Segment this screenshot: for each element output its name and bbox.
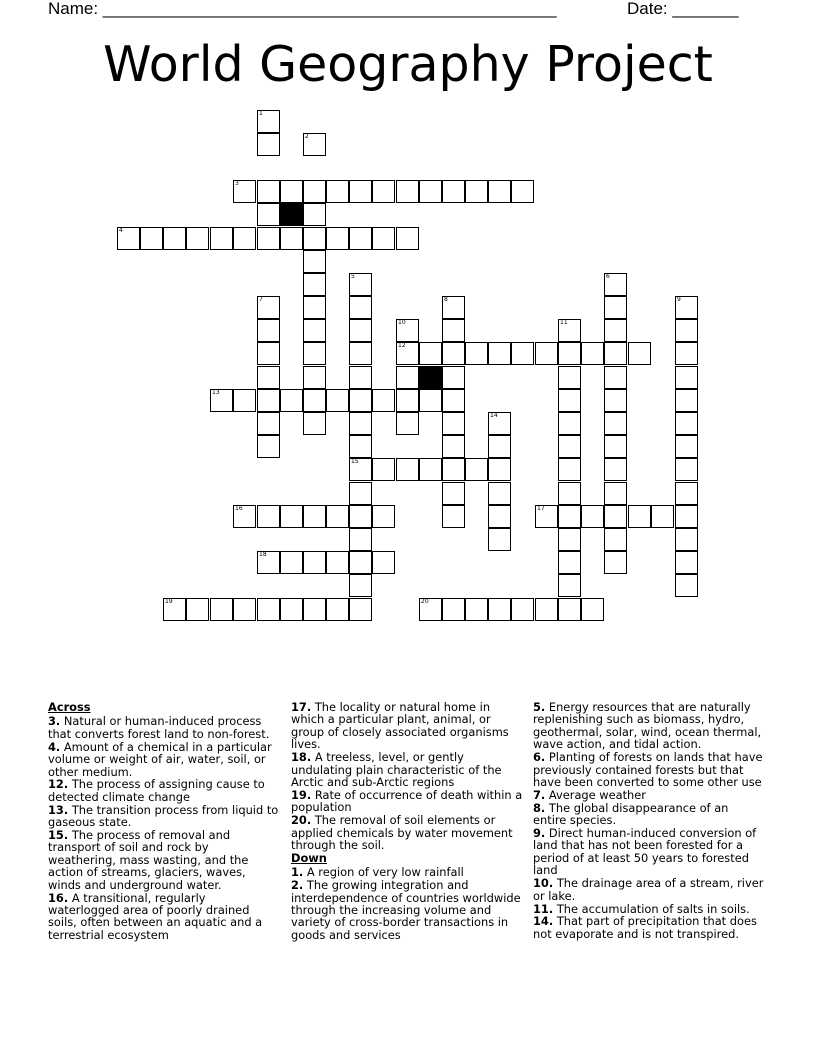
clue-number: 5 <box>351 273 355 280</box>
grid-cell[interactable] <box>465 180 488 203</box>
clue-item <box>291 789 523 814</box>
clue-number: 14 <box>490 412 498 419</box>
grid-cell[interactable] <box>488 598 511 621</box>
grid-cell[interactable] <box>604 412 627 435</box>
grid-cell[interactable] <box>511 598 534 621</box>
grid-cell[interactable] <box>558 389 581 412</box>
clue-item <box>291 866 523 878</box>
grid-cell[interactable] <box>604 551 627 574</box>
clue-item <box>291 751 523 788</box>
clue-item-text: The process of removal and transport of soil and rock by weathering, mass wasting, and the action of streams, glaciers, waves, winds and underground water. <box>48 828 249 892</box>
grid-cell[interactable] <box>488 505 511 528</box>
grid-cell[interactable] <box>349 389 372 412</box>
date-label: Date: _______ <box>627 0 739 18</box>
clue-item <box>48 778 280 803</box>
clue-item-text: Planting of forests on lands that have previously contained forests but that have been converted to some other use <box>533 750 763 789</box>
clue-item-number: 5. <box>533 700 546 714</box>
grid-cell[interactable] <box>303 598 326 621</box>
clue-item-text: Rate of occurrence of death within a population <box>291 787 523 815</box>
clue-item-text: Amount of a chemical in a particular volume or weight of air, water, soil, or other medium. <box>48 739 272 779</box>
clue-item <box>533 877 765 902</box>
grid-cell[interactable] <box>675 528 698 551</box>
grid-cell[interactable] <box>349 342 372 365</box>
grid-cell[interactable] <box>511 180 534 203</box>
grid-cell[interactable] <box>303 296 326 319</box>
clue-column-1 <box>48 701 280 942</box>
grid-cell[interactable] <box>303 505 326 528</box>
grid-cell[interactable] <box>604 482 627 505</box>
grid-cell[interactable] <box>651 505 674 528</box>
grid-cell[interactable] <box>372 505 395 528</box>
grid-cell[interactable] <box>604 342 627 365</box>
clue-number: 3 <box>235 180 239 187</box>
grid-cell[interactable] <box>257 133 280 156</box>
clue-item <box>48 829 280 891</box>
clue-item-number: 20. <box>291 813 312 828</box>
clue-item-text: That part of precipitation that does not evaporate and is not transpired. <box>533 914 757 941</box>
grid-cell[interactable] <box>442 505 465 528</box>
grid-cell[interactable] <box>628 342 651 365</box>
grid-cell[interactable] <box>280 505 303 528</box>
grid-cell[interactable] <box>280 180 303 203</box>
grid-cell[interactable] <box>581 342 604 365</box>
clue-item <box>533 827 765 877</box>
grid-cell[interactable] <box>303 227 326 250</box>
clue-number: 2 <box>305 133 309 140</box>
grid-cell[interactable] <box>558 458 581 481</box>
clue-number: 10 <box>398 319 406 326</box>
grid-cell[interactable] <box>442 458 465 481</box>
clue-number: 15 <box>351 458 359 465</box>
grid-cell[interactable] <box>349 551 372 574</box>
clue-column-3 <box>533 701 765 941</box>
grid-cell[interactable] <box>257 319 280 342</box>
grid-cell[interactable] <box>396 227 419 250</box>
grid-cell[interactable] <box>349 180 372 203</box>
clue-number: 8 <box>444 296 448 303</box>
clue-item-number: 11. <box>533 901 554 916</box>
grid-cell[interactable] <box>326 227 349 250</box>
grid-cell[interactable] <box>186 227 209 250</box>
grid-cell[interactable] <box>257 366 280 389</box>
grid-cell[interactable] <box>396 366 419 389</box>
clue-item-text: The locality or natural home in which a particular plant, animal, or group of closely associated organisms lives. <box>291 700 509 752</box>
grid-cell[interactable] <box>442 435 465 458</box>
grid-cell[interactable] <box>257 435 280 458</box>
grid-cell[interactable] <box>488 180 511 203</box>
clue-item-number: 9. <box>533 826 546 841</box>
clue-item-text: Energy resources that are naturally replenishing such as biomass, hydro, geothermal, solar, wind, ocean thermal, wave action, and tidal action. <box>533 700 762 752</box>
clue-number: 20 <box>421 598 429 605</box>
clue-list <box>291 866 523 941</box>
grid-cell[interactable] <box>280 389 303 412</box>
grid-cell[interactable] <box>303 319 326 342</box>
grid-cell[interactable] <box>257 389 280 412</box>
grid-cell[interactable] <box>303 412 326 435</box>
clue-item <box>533 903 765 915</box>
grid-cell[interactable] <box>233 389 256 412</box>
grid-cell[interactable] <box>488 528 511 551</box>
clue-number: 1 <box>259 110 263 117</box>
grid-cell[interactable] <box>349 412 372 435</box>
clue-item <box>48 715 280 740</box>
clue-item <box>533 701 765 751</box>
clue-item-text: A transitional, regularly waterlogged area of poorly drained soils, often between an aquatic and a terrestrial ecosystem <box>48 890 263 942</box>
grid-cell[interactable] <box>233 598 256 621</box>
clue-item-text: The accumulation of salts in soils. <box>556 901 750 916</box>
clue-item <box>48 892 280 942</box>
grid-cell[interactable] <box>419 389 442 412</box>
grid-cell[interactable] <box>396 412 419 435</box>
grid-cell[interactable] <box>303 389 326 412</box>
grid-cell[interactable] <box>326 505 349 528</box>
clue-item <box>291 701 523 751</box>
clue-number: 19 <box>165 598 173 605</box>
grid-cell[interactable] <box>303 551 326 574</box>
grid-cell[interactable] <box>604 319 627 342</box>
grid-cell[interactable] <box>349 296 372 319</box>
grid-cell[interactable] <box>280 227 303 250</box>
grid-cell[interactable] <box>326 180 349 203</box>
grid-cell[interactable] <box>280 598 303 621</box>
grid-cell[interactable] <box>303 180 326 203</box>
grid-cell[interactable] <box>558 598 581 621</box>
grid-cell[interactable] <box>581 505 604 528</box>
clue-number: 12 <box>398 342 406 349</box>
grid-cell[interactable] <box>488 342 511 365</box>
name-label: Name: ________________________________________________ <box>48 0 557 18</box>
grid-cell[interactable] <box>604 366 627 389</box>
down-heading: Down <box>291 850 327 865</box>
clue-item-number: 14. <box>533 914 554 929</box>
grid-cell[interactable] <box>349 482 372 505</box>
grid-cell[interactable] <box>326 389 349 412</box>
grid-cell[interactable] <box>675 366 698 389</box>
clue-item <box>291 814 523 851</box>
grid-cell[interactable] <box>675 319 698 342</box>
clue-number: 17 <box>537 505 545 512</box>
clue-item-number: 8. <box>533 800 546 815</box>
grid-cell[interactable] <box>349 366 372 389</box>
grid-cell[interactable] <box>257 203 280 226</box>
clue-item-text: The transition process from liquid to gaseous state. <box>48 802 279 830</box>
clue-number: 13 <box>212 389 220 396</box>
clue-item-text: A region of very low rainfall <box>306 865 464 880</box>
clue-list <box>291 701 523 851</box>
clue-item-number: 6. <box>533 750 546 765</box>
clue-item <box>48 741 280 778</box>
grid-cell[interactable] <box>442 598 465 621</box>
clue-number: 7 <box>259 296 263 303</box>
grid-cell[interactable] <box>558 435 581 458</box>
grid-cell[interactable] <box>558 505 581 528</box>
clue-item <box>533 915 765 940</box>
grid-cell[interactable] <box>558 551 581 574</box>
clue-item-number: 19. <box>291 787 312 802</box>
clue-item <box>48 804 280 829</box>
grid-cell[interactable] <box>442 342 465 365</box>
grid-cell[interactable] <box>257 227 280 250</box>
grid-cell[interactable] <box>372 227 395 250</box>
clue-item-text: Direct human-induced conversion of land that has not been forested for a period of at least 50 years to forested land <box>533 826 757 878</box>
clue-item <box>533 789 765 801</box>
clue-item-number: 17. <box>291 700 312 714</box>
clue-list <box>533 701 765 940</box>
grid-cell[interactable] <box>465 598 488 621</box>
grid-cell[interactable] <box>303 250 326 273</box>
clue-item-number: 16. <box>48 890 69 905</box>
clue-item-number: 12. <box>48 777 69 792</box>
grid-cell[interactable] <box>372 458 395 481</box>
grid-cell[interactable] <box>372 180 395 203</box>
grid-cell[interactable] <box>140 227 163 250</box>
grid-cell[interactable] <box>257 598 280 621</box>
clue-item-number: 15. <box>48 828 69 843</box>
clue-number: 18 <box>259 551 267 558</box>
clue-item-text: Average weather <box>548 787 646 802</box>
clue-item-number: 18. <box>291 750 312 765</box>
grid-cell[interactable] <box>210 598 233 621</box>
grid-cell[interactable] <box>604 505 627 528</box>
grid-cell[interactable] <box>280 551 303 574</box>
clue-number: 16 <box>235 505 243 512</box>
grid-cell[interactable] <box>604 389 627 412</box>
grid-cell[interactable] <box>303 366 326 389</box>
header <box>0 0 816 20</box>
grid-cell[interactable] <box>349 598 372 621</box>
grid-cell[interactable] <box>396 180 419 203</box>
clue-number: 9 <box>677 296 681 303</box>
grid-cell[interactable] <box>233 227 256 250</box>
grid-cell[interactable] <box>257 342 280 365</box>
grid-cell[interactable] <box>535 598 558 621</box>
grid-cell[interactable] <box>419 342 442 365</box>
grid-cell[interactable] <box>257 505 280 528</box>
grid-cell[interactable] <box>604 435 627 458</box>
grid-cell[interactable] <box>488 435 511 458</box>
grid-cell[interactable] <box>675 342 698 365</box>
clue-item-number: 13. <box>48 802 69 817</box>
grid-cell[interactable] <box>488 458 511 481</box>
clue-number: 6 <box>606 273 610 280</box>
clue-number: 11 <box>560 319 568 326</box>
clue-item-number: 3. <box>48 714 61 729</box>
grid-cell[interactable] <box>442 389 465 412</box>
grid-cell[interactable] <box>442 319 465 342</box>
clue-column-2 <box>291 701 523 942</box>
page-title: World Geography Project <box>103 36 713 93</box>
black-cell <box>419 366 442 389</box>
grid-cell[interactable] <box>349 528 372 551</box>
clue-item-text: The global disappearance of an entire species. <box>533 800 729 828</box>
grid-cell[interactable] <box>675 458 698 481</box>
grid-cell[interactable] <box>442 366 465 389</box>
clue-item-text: A treeless, level, or gently undulating plain characteristic of the Arctic and sub-Arctic regions <box>291 750 502 789</box>
clue-list <box>48 715 280 941</box>
grid-cell[interactable] <box>558 574 581 597</box>
clue-item-text: The process of assigning cause to detected climate change <box>48 777 265 804</box>
clue-item <box>291 879 523 941</box>
grid-cell[interactable] <box>186 598 209 621</box>
grid-cell[interactable] <box>349 319 372 342</box>
grid-cell[interactable] <box>675 574 698 597</box>
grid-cell[interactable] <box>628 505 651 528</box>
grid-cell[interactable] <box>349 574 372 597</box>
grid-cell[interactable] <box>257 412 280 435</box>
grid-cell[interactable] <box>558 342 581 365</box>
grid-cell[interactable] <box>604 296 627 319</box>
grid-cell[interactable] <box>675 412 698 435</box>
grid-cell[interactable] <box>511 342 534 365</box>
grid-cell[interactable] <box>604 458 627 481</box>
grid-cell[interactable] <box>558 412 581 435</box>
black-cell <box>280 203 303 226</box>
grid-cell[interactable] <box>163 227 186 250</box>
clue-item-number: 1. <box>291 865 304 880</box>
grid-cell[interactable] <box>396 389 419 412</box>
clue-item-number: 4. <box>48 739 61 754</box>
grid-cell[interactable] <box>419 458 442 481</box>
grid-cell[interactable] <box>535 342 558 365</box>
grid-cell[interactable] <box>675 505 698 528</box>
grid-cell[interactable] <box>488 482 511 505</box>
grid-cell[interactable] <box>326 551 349 574</box>
across-heading: Across <box>48 700 91 714</box>
clue-item-text: The growing integration and interdependence of countries worldwide through the increasing volume and variety of cross-border transactions in goods and services <box>291 878 521 942</box>
clue-item-text: The drainage area of a stream, river or lake. <box>533 876 764 903</box>
grid-cell[interactable] <box>372 551 395 574</box>
clue-item <box>533 802 765 827</box>
grid-cell[interactable] <box>419 180 442 203</box>
clue-item-text: The removal of soil elements or applied chemicals by water movement through the soil. <box>291 813 513 852</box>
grid-cell[interactable] <box>442 180 465 203</box>
grid-cell[interactable] <box>558 528 581 551</box>
grid-cell[interactable] <box>558 366 581 389</box>
grid-cell[interactable] <box>465 458 488 481</box>
grid-cell[interactable] <box>675 482 698 505</box>
grid-cell[interactable] <box>442 412 465 435</box>
clue-item-text: Natural or human-induced process that converts forest land to non-forest. <box>48 714 270 741</box>
grid-cell[interactable] <box>326 598 349 621</box>
grid-cell[interactable] <box>210 227 233 250</box>
grid-cell[interactable] <box>303 273 326 296</box>
grid-cell[interactable] <box>257 180 280 203</box>
grid-cell[interactable] <box>558 482 581 505</box>
grid-cell[interactable] <box>581 598 604 621</box>
grid-cell[interactable] <box>372 389 395 412</box>
clue-number: 4 <box>119 227 123 234</box>
grid-cell[interactable] <box>349 227 372 250</box>
grid-cell[interactable] <box>303 203 326 226</box>
grid-cell[interactable] <box>465 342 488 365</box>
clue-item-number: 2. <box>291 878 304 893</box>
grid-cell[interactable] <box>303 342 326 365</box>
clue-item-number: 7. <box>533 787 546 802</box>
grid-cell[interactable] <box>604 528 627 551</box>
grid-cell[interactable] <box>675 551 698 574</box>
grid-cell[interactable] <box>442 482 465 505</box>
grid-cell[interactable] <box>396 458 419 481</box>
grid-cell[interactable] <box>675 435 698 458</box>
grid-cell[interactable] <box>349 505 372 528</box>
grid-cell[interactable] <box>349 435 372 458</box>
grid-cell[interactable] <box>675 389 698 412</box>
clue-item-number: 10. <box>533 876 554 891</box>
clue-item <box>533 751 765 788</box>
